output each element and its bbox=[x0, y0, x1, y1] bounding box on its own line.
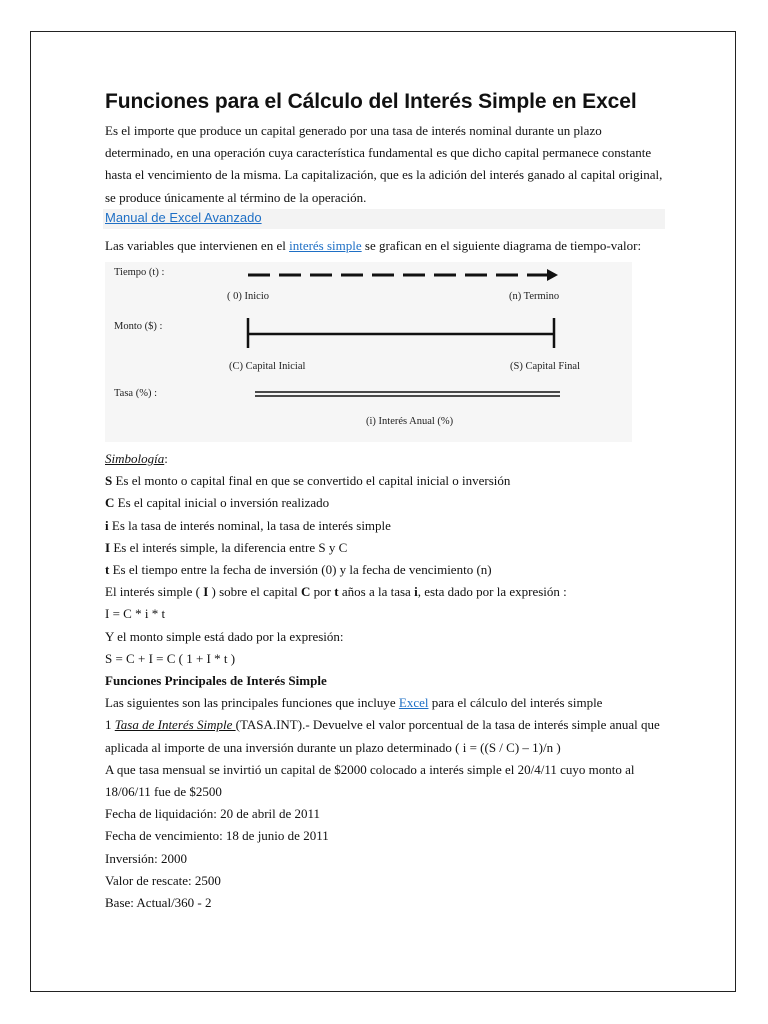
time-value-diagram bbox=[105, 262, 632, 442]
expr-symbol: I bbox=[203, 584, 209, 600]
symbol: t bbox=[105, 562, 110, 578]
monto-line bbox=[247, 318, 555, 348]
expr-text: años a la tasa bbox=[338, 584, 415, 600]
symbol: S bbox=[105, 473, 113, 489]
symbol-line bbox=[105, 537, 665, 559]
capital-final-label: (S) Capital Final bbox=[510, 361, 580, 373]
document-content bbox=[105, 90, 665, 914]
expr-symbol: C bbox=[301, 584, 311, 600]
detail-line: Inversión: 2000 bbox=[105, 850, 187, 866]
detail-line: Fecha de liquidación: 20 de abril de 2011 bbox=[105, 806, 321, 822]
simbologia-label: Simbología bbox=[105, 451, 165, 467]
variables-paragraph bbox=[105, 235, 665, 257]
symbol: C bbox=[105, 495, 115, 511]
tiempo-label: Tiempo (t) : bbox=[114, 267, 165, 279]
simbologia-heading: Simbología: bbox=[105, 451, 168, 467]
monto-text: Y el monto simple está dado por la expresión: bbox=[105, 628, 344, 644]
tasa-label: Tasa (%) : bbox=[114, 388, 157, 400]
variables-text-before: Las variables que intervienen en el bbox=[105, 237, 290, 253]
tasa-double-line bbox=[255, 392, 560, 396]
symbol-line bbox=[105, 515, 665, 537]
funciones-intro-text: Las siguientes son las principales funciones que incluye bbox=[105, 695, 399, 711]
symbol-line bbox=[105, 470, 665, 492]
expr-symbol: t bbox=[334, 584, 339, 600]
expression-line bbox=[105, 581, 665, 603]
expr-text: , esta dado por la expresión : bbox=[417, 584, 567, 600]
page-title: Funciones para el Cálculo del Interés Simple en Excel bbox=[105, 90, 637, 113]
detail-line: Base: Actual/360 - 2 bbox=[105, 895, 212, 911]
tasa-int-paragraph bbox=[105, 714, 665, 758]
termino-label: (n) Termino bbox=[509, 291, 560, 303]
detail-line: Valor de rescate: 2500 bbox=[105, 872, 221, 888]
expr-text: por bbox=[310, 584, 335, 600]
symbol-description: Es la tasa de interés nominal, la tasa de interés simple bbox=[108, 517, 391, 533]
capital-inicial-label: (C) Capital Inicial bbox=[229, 361, 306, 373]
ad-bar[interactable] bbox=[103, 209, 665, 229]
symbol-line bbox=[105, 492, 665, 514]
example-paragraph: A que tasa mensual se invirtió un capital de $2000 colocado a interés simple el 20/4/11 cuyo monto al 18/06/11 fue de $2500 bbox=[105, 761, 635, 800]
diagram-graphics bbox=[105, 262, 632, 442]
tasa-int-description: (TASA.INT).- Devuelve el valor porcentual de la tasa de interés simple anual que aplicada al importe de una inversión durante un plazo determinado ( i = ((S / C) – 1)/n ) bbox=[105, 717, 660, 755]
symbol-description: Es el interés simple, la diferencia entre S y C bbox=[110, 539, 348, 555]
symbol-description: Es el monto o capital final en que se convertido el capital inicial o inversión bbox=[112, 473, 511, 489]
ad-link[interactable]: Manual de Excel Avanzado bbox=[105, 209, 262, 225]
symbol-description: Es el tiempo entre la fecha de inversión (0) y la fecha de vencimiento (n) bbox=[109, 562, 492, 578]
interes-simple-link[interactable]: interés simple bbox=[289, 237, 362, 253]
expr-text: El interés simple ( bbox=[105, 584, 204, 600]
intro-paragraph: Es el importe que produce un capital generado por una tasa de interés nominal durante un plazo determinado, en una operación cuya característica fundamental es que dicho capital permanece constante hasta el vencimiento de la misma. La capitalización, que es la adición del interés ganado al capital original, se produce únicamente al término de la operación. bbox=[105, 123, 663, 205]
expr-text: ) sobre el capital bbox=[208, 584, 302, 600]
symbol-description: Es el capital inicial o inversión realizado bbox=[114, 495, 330, 511]
tasa-int-name: Tasa de Interés Simple bbox=[114, 717, 236, 733]
symbol: I bbox=[105, 539, 111, 555]
time-dashed-arrow bbox=[248, 269, 558, 281]
detail-line: Fecha de vencimiento: 18 de junio de 2011 bbox=[105, 828, 329, 844]
formula-interes: I = C * i * t bbox=[105, 606, 166, 622]
formula-monto: S = C + I = C ( 1 + I * t ) bbox=[105, 650, 236, 666]
funciones-title: Funciones Principales de Interés Simple bbox=[105, 673, 327, 689]
monto-label: Monto ($) : bbox=[114, 321, 163, 333]
funciones-heading bbox=[105, 670, 665, 692]
expr-symbol: i bbox=[414, 584, 418, 600]
interes-anual-label: (i) Interés Anual (%) bbox=[366, 416, 454, 428]
funciones-intro bbox=[105, 692, 665, 714]
symbol: i bbox=[105, 517, 109, 533]
inicio-label: ( 0) Inicio bbox=[227, 291, 269, 303]
variables-text-after: se grafican en el siguiente diagrama de tiempo-valor: bbox=[361, 237, 642, 253]
funciones-intro-text: para el cálculo del interés simple bbox=[428, 695, 603, 711]
tasa-int-number: 1 bbox=[105, 717, 115, 733]
excel-link[interactable]: Excel bbox=[398, 695, 429, 711]
symbol-line bbox=[105, 559, 665, 581]
